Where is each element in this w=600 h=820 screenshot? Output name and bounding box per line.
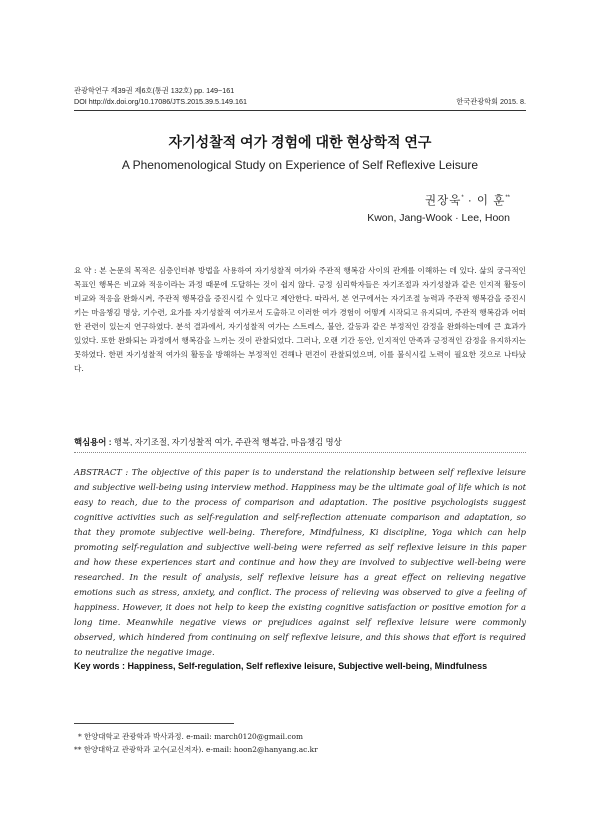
journal-citation: 관광학연구 제39권 제6호(통권 132호) pp. 149~161 [74,86,235,95]
footnote-rule [74,723,234,724]
keywords-divider [74,452,526,453]
author1-name: 권장욱 [424,195,462,207]
footnotes [74,730,526,756]
footnote-author1: * 한양대학교 관광학과 박사과정. e-mail: march0120@gmail.com [78,732,303,741]
journal-header [74,85,526,107]
abstract-english: ABSTRACT : The objective of this paper is to understand the relationship between self reflexive leisure and subjective well-being using interview method. Happiness may be the ultimate goal of life which is not easy to reach, due to the process of comparison and adaptation. The positive psychologists suggest cognitive activities such as self-regulation and self-reflection attenuate comparison and adaptation, so that they promote subjective well-being. Therefore, Mindfulness, Ki discipline, Yoga which can help promoting self-regulation and subjective well-being were referred as self reflexive leisure in this paper and how these experiences start and continue and how they are involved to subjective well-being were researched. In the result of analysis, self reflexive leisure has a great effect on relieving negative emotions such as stress, anxiety, and conflict. The process of relieving was observed to give a feeling of happiness. However, it does not help to keep the existing cognitive satisfaction or positive emotion for a long time. Meanwhile negative views or prejudices against self reflexive leisure were commonly observed, which hindered from continuing on self reflexive leisure, and this shows that effort is required to neutralize the negative image. [74,467,526,657]
author2-name: 이 훈 [476,195,506,207]
keywords-english-label: Key words : [74,661,128,671]
footnote-author2: ** 한양대학교 관광학과 교수(교신저자). e-mail: hoon2@hanyang.ac.kr [74,745,318,754]
author-separator: · [467,195,473,207]
title-korean: 자기성찰적 여가 경험에 대한 현상학적 연구 [168,134,432,150]
author2-mark: ** [505,195,510,201]
abstract-korean: 요 약 : 본 논문의 목적은 심층인터뷰 방법을 사용하여 자기성찰적 여가와 주관적 행복감 사이의 관계를 이해하는 데 있다. 삶의 궁극적인 목표인 행복은 비교와 적응이라는 과정 때문에 도달하는 것이 쉽지 않다. 긍정 심리학자들은 자기조절과 자기성찰과 같은 인지적 활동이 비교와 적응을 완화시켜, 주관적 행복감을 증진시킬 수 있다고 제안한다. 따라서, 본 연구에서는 자기조절 능력과 주관적 행복감을 증진시키는 마음챙김 명상, 기수련, 요가를 자기성찰적 여가로서 도출하고 이러한 여가 경험이 어떻게 시작되고 유지되며, 주관적 행복감과 어떠한 관련이 있는지 연구하였다. 분석 결과에서, 자기성찰적 여가는 스트레스, 불안, 갈등과 같은 부정적인 감정을 완화하는데에 큰 효과가 있었다. 또한 완화되는 과정에서 행복감을 느끼는 것이 관찰되었다. 그러나, 오랜 기간 동안, 인지적인 만족과 긍정적인 감정을 유지하지는 못하였다. 한편 자기성찰적 여가의 활동을 방해하는 부정적인 견해나 편견이 관찰되었으며, 이를 불식시킬 노력이 필요한 것으로 나타났다. [74,266,526,373]
keywords-english-terms: Happiness, Self-regulation, Self reflexive leisure, Subjective well-being, Mindfulness [127,661,488,671]
author1-mark: * [461,195,464,201]
authors-english: Kwon, Jang-Wook · Lee, Hoon [367,212,510,224]
keywords-korean-label: 핵심용어 : [74,437,114,447]
doi-link[interactable]: DOI http://dx.doi.org/10.17086/JTS.2015.39.5.149.161 [74,97,248,106]
authors-korean [425,192,510,208]
keywords-korean-terms: 행복, 자기조절, 자기성찰적 여가, 주관적 행복감, 마음챙김 명상 [113,437,342,447]
keywords-english [74,661,540,671]
keywords-korean [74,436,526,448]
title-english: A Phenomenological Study on Experience of Self Reflexive Leisure [121,158,479,172]
header-rule [74,110,526,111]
publisher-date: 한국관광학회 2015. 8. [456,97,526,106]
